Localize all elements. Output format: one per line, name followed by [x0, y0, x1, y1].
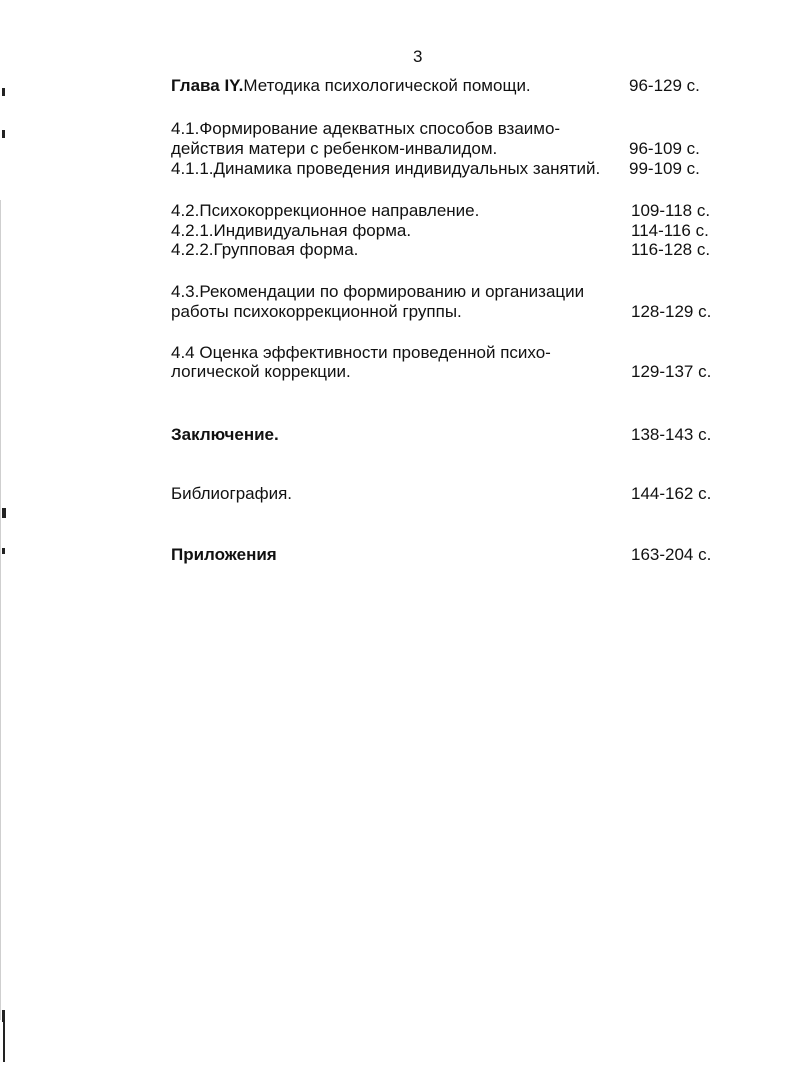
toc-pages: 138-143 с.: [631, 425, 712, 444]
toc-pages: 99-109 с.: [629, 159, 700, 178]
toc-pages: 96-129 с.: [629, 76, 700, 95]
toc-pages: 128-129 с.: [631, 302, 712, 321]
toc-section-text: 4.2.1.Индивидуальная форма.: [171, 221, 412, 240]
toc-pages: 116-128 с.: [631, 240, 711, 259]
toc-section-text: 4.3.Рекомендации по формированию и организации: [171, 282, 585, 301]
toc-pages: 129-137 с.: [631, 362, 712, 381]
scan-mark: [2, 1010, 5, 1022]
toc-pages: 109-118 с.: [631, 201, 711, 220]
toc-pages: 114-116 с.: [631, 221, 709, 240]
toc-section-text: 4.4 Оценка эффективности проведенной психо-: [171, 343, 551, 362]
toc-pages: 144-162 с.: [631, 484, 712, 503]
toc-section-text: 4.1.1.Динамика проведения индивидуальных занятий.: [171, 159, 601, 178]
toc-section-text: логической коррекции.: [171, 362, 351, 381]
toc-bibliography-title: Библиография.: [171, 484, 293, 503]
toc-section-text: 4.2.2.Групповая форма.: [171, 240, 359, 259]
scan-mark: [2, 88, 5, 96]
scan-mark: [3, 1022, 5, 1062]
scan-mark: [2, 548, 5, 554]
toc-pages: 163-204 с.: [631, 545, 712, 564]
toc-conclusion-title: Заключение.: [171, 425, 279, 444]
toc-appendices-title: Приложения: [171, 545, 277, 564]
toc-section-text: 4.2.Психокоррекционное направление.: [171, 201, 480, 220]
chapter-title-bold: Глава IY.: [171, 76, 244, 95]
scan-mark: [2, 130, 5, 138]
scan-mark: [2, 508, 6, 518]
scan-edge-line: [0, 200, 1, 1020]
toc-pages: 96-109 с.: [629, 139, 700, 158]
toc-section-text: 4.1.Формирование адекватных способов взаимо-: [171, 119, 561, 138]
toc-section-text: действия матери с ребенком-инвалидом.: [171, 139, 498, 158]
page-number: 3: [413, 47, 423, 66]
chapter-title-rest: Методика психологической помощи.: [243, 76, 531, 95]
toc-section-text: работы психокоррекционной группы.: [171, 302, 462, 321]
